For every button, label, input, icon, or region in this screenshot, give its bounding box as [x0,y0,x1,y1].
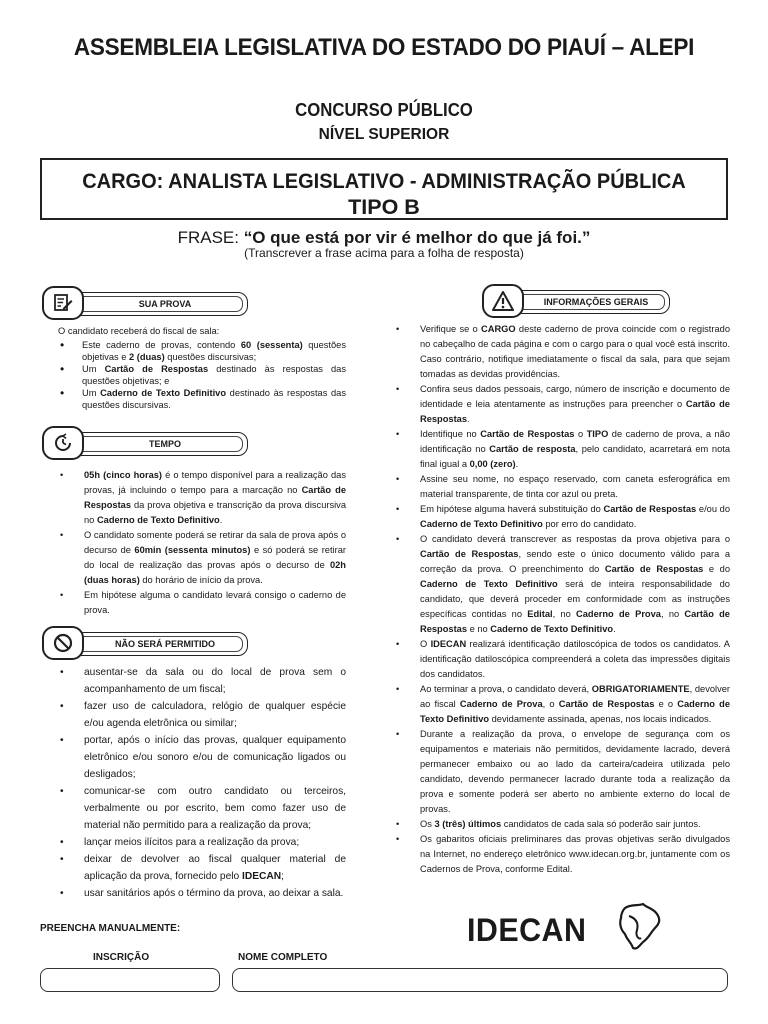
sua-prova-content [58,324,346,411]
list-item: • O candidato deverá transcrever as respostas da prova objetiva para o Cartão de Respostas, sendo este o único documento válido para a correção da prova. O preenchimento do Cartão de Respostas e do Caderno de Texto Definitivo será de inteira responsabilidade do candidato, que deverá proceder em conformidade com as instruções específicas contidas no Edital, no Caderno de Prova, no Cartão de Respostas e no Caderno de Texto Definitivo. [394,532,730,637]
informacoes-content [394,322,730,877]
warning-icon [482,284,524,318]
phrase [0,228,768,248]
list-item: • Durante a realização da prova, o envelope de segurança com os equipamentos e materiais não permitidos, devidamente lacrado, deverá permanecer embaixo ou ao lado da carteira/cadeira utilizada pelo candidato, devendo permanecer lacrado durante toda a realização da prova e somente poderá ser aberto no ambiente externo do local de provas. [394,727,730,817]
idecan-logo [467,906,667,956]
list-item: • 05h (cinco horas) é o tempo disponível para a realização das provas, já incluindo o tempo para a marcação no Cartão de Respostas da prova objetiva e transcrição da prova discursiva no Caderno de Texto Definitivo. [58,468,346,528]
list-item: • Um Cartão de Respostas destinado às respostas das questões objetivas; e [58,363,346,387]
institution-title: ASSEMBLEIA LEGISLATIVA DO ESTADO DO PIAUÍ – ALEPI [73,34,695,61]
nome-completo-field[interactable] [232,968,728,992]
list-item: • Assine seu nome, no espaço reservado, com caneta esferográfica em material transparente, de tinta cor azul ou preta. [394,472,730,502]
cargo-type: TIPO B [348,195,420,219]
section-header-sua-prova [42,286,212,322]
edit-document-icon [42,286,84,320]
prohibited-icon [42,626,84,660]
tempo-content [58,468,346,618]
nome-completo-label: NOME COMPLETO [238,952,328,963]
list-item: • Confira seus dados pessoais, cargo, número de inscrição e documento de identidade e leia atentamente as instruções para preencher o Cartão de Respostas. [394,382,730,427]
list-item: • Em hipótese alguma o candidato levará consigo o caderno de prova. [58,588,346,618]
list-item: • ausentar-se da sala ou do local de prova sem o acompanhamento de um fiscal; [58,664,346,698]
clock-icon [42,426,84,460]
list-item: • Os 3 (três) últimos candidatos de cada sala só poderão sair juntos. [394,817,730,832]
list-item: • Um Caderno de Texto Definitivo destinado às respostas das questões discursivas. [58,387,346,411]
list-item: • Este caderno de provas, contendo 60 (sessenta) questões objetivas e 2 (duas) questões discursivas; [58,339,346,363]
list-item: • O candidato somente poderá se retirar da sala de prova após o decurso de 60min (sessenta minutos) e só poderá se retirar do local de realização das provas após o decurso de 02h (duas horas) do horário de início da prova. [58,528,346,588]
logo-text: IDECAN [467,912,587,948]
section-header-nao-permitido [42,626,215,662]
inscricao-field[interactable] [40,968,220,992]
section-title: SUA PROVA [68,292,248,316]
list-item: • Os gabaritos oficiais preliminares das provas objetivas serão divulgados na Internet, no endereço eletrônico www.idecan.org.br, juntamente com os Cadernos de Prova, conforme Edital. [394,832,730,877]
cargo-box [40,158,728,220]
informacoes-list [394,322,730,877]
cargo-title: CARGO: ANALISTA LEGISLATIVO - ADMINISTRAÇÃO PÚBLICA [82,169,686,193]
list-item: • O IDECAN realizará identificação datiloscópica de todos os candidatos. A identificação datiloscópica compreenderá a coleta das impressões digitais dos candidatos. [394,637,730,682]
sua-prova-intro: O candidato receberá do fiscal de sala: [58,326,220,336]
level-subtitle: NÍVEL SUPERIOR [318,126,450,143]
section-title: TEMPO [68,432,248,456]
sua-prova-list [58,339,346,411]
phrase-text: “O que está por vir é melhor do que já foi.” [243,228,591,247]
list-item: • Verifique se o CARGO deste caderno de prova coincide com o registrado no cabeçalho de cada página e com o cargo para o qual você está inscrito. Caso contrário, notifique imediatamente o fiscal da sala, para que sejam tomadas as devidas providências. [394,322,730,382]
exam-type-title: CONCURSO PÚBLICO [295,100,473,120]
section-title: INFORMAÇÕES GERAIS [508,290,670,314]
section-header-informacoes [482,284,652,320]
list-item: • deixar de devolver ao fiscal qualquer material de aplicação da prova, fornecido pelo IDECAN; [58,851,346,885]
list-item: • Ao terminar a prova, o candidato deverá, OBRIGATORIAMENTE, devolver ao fiscal Caderno de Prova, o Cartão de Respostas e o Caderno de Texto Definitivo devidamente assinada, apenas, nos locais indicados. [394,682,730,727]
list-item: • fazer uso de calculadora, relógio de qualquer espécie e/ou agenda eletrônica ou similar; [58,698,346,732]
tempo-list [58,468,346,618]
list-item: • usar sanitários após o término da prova, ao deixar a sala. [58,885,346,902]
section-title: NÃO SERÁ PERMITIDO [68,632,248,656]
nao-permitido-list [58,664,346,902]
phrase-label: FRASE: [177,228,239,247]
list-item: • lançar meios ilícitos para a realização da prova; [58,834,346,851]
list-item: • Em hipótese alguma haverá substituição do Cartão de Respostas e/ou do Caderno de Texto Definitivo por erro do candidato. [394,502,730,532]
list-item: • Identifique no Cartão de Respostas o TIPO de caderno de prova, a não identificação no Cartão de resposta, pelo candidato, acarretará em nota final igual a 0,00 (zero). [394,427,730,472]
inscricao-label: INSCRIÇÃO [93,952,150,963]
list-item: • comunicar-se com outro candidato ou terceiros, verbalmente ou por escrito, bem como fazer uso de material não permitido para a realização da prova; [58,783,346,834]
brazil-map-icon [615,902,663,952]
phrase-note: (Transcrever a frase acima para a folha de resposta) [244,246,524,260]
section-header-tempo [42,426,212,462]
manual-fill-label: PREENCHA MANUALMENTE: [40,923,181,934]
list-item: • portar, após o início das provas, qualquer equipamento eletrônico e/ou sonoro e/ou de comunicação ligados ou desligados; [58,732,346,783]
nao-permitido-content [58,664,346,902]
